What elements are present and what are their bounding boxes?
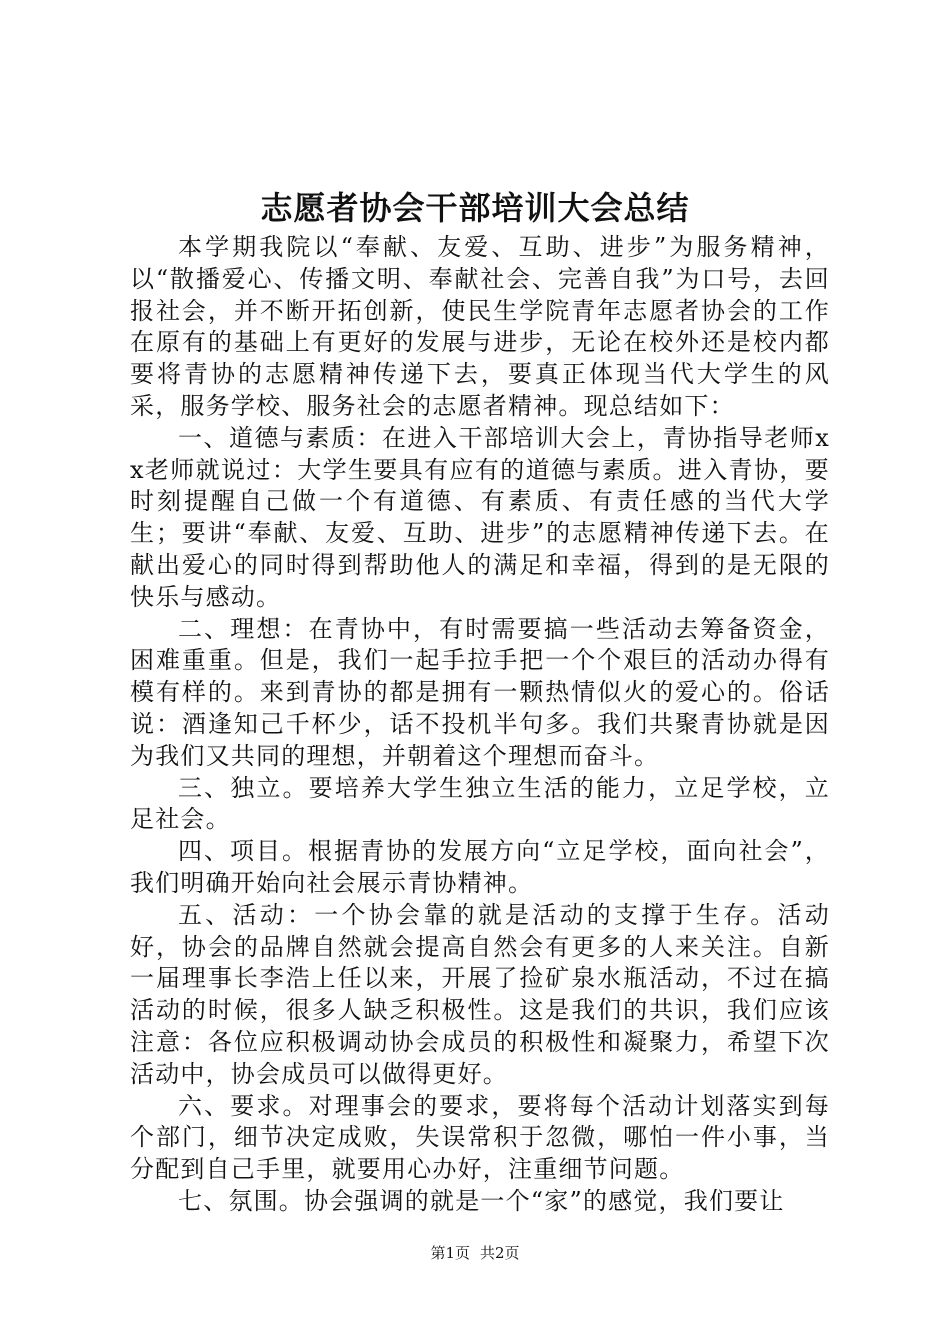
- paragraph-independence: 三、独立。要培养大学生独立生活的能力，立足学校，立足社会。: [130, 773, 830, 834]
- paragraph-intro: 本学期我院以“奉献、友爱、互助、进步”为服务精神，以“散播爱心、传播文明、奉献社会、完善自我”为口号，去回报社会，并不断开拓创新，使民生学院青年志愿者协会的工作在原有的基础上有更好的发展与进步，无论在校外还是校内都要将青协的志愿精神传递下去，要真正体现当代大学生的风采，服务学校、服务社会的志愿者精神。现总结如下：: [130, 233, 830, 420]
- page-total: 共2页: [480, 1244, 520, 1262]
- page-number: 第1页: [430, 1244, 470, 1262]
- page-footer: [0, 1243, 950, 1263]
- paragraph-morality: 一、道德与素质：在进入干部培训大会上，青协指导老师xx老师就说过：大学生要具有应有的道德与素质。进入青协，要时刻提醒自己做一个有道德、有素质、有责任感的当代大学生；要讲“奉献、友爱、互助、进步”的志愿精神传递下去。在献出爱心的同时得到帮助他人的满足和幸福，得到的是无限的快乐与感动。: [130, 423, 830, 611]
- paragraph-ideals: 二、理想：在青协中，有时需要搞一些活动去筹备资金，困难重重。但是，我们一起手拉手把一个个艰巨的活动办得有模有样的。来到青协的都是拥有一颗热情似火的爱心的。俗话说：酒逢知己千杯少，话不投机半句多。我们共聚青协就是因为我们又共同的理想，并朝着这个理想而奋斗。: [130, 614, 830, 770]
- paragraph-atmosphere: 七、氛围。协会强调的就是一个“家”的感觉，我们要让: [178, 1186, 785, 1215]
- paragraph-activities: 五、活动：一个协会靠的就是活动的支撑于生存。活动好，协会的品牌自然就会提高自然会有更多的人来关注。自新一届理事长李浩上任以来，开展了捡矿泉水瓶活动，不过在搞活动的时候，很多人缺乏积极性。这是我们的共识，我们应该注意：各位应积极调动协会成员的积极性和凝聚力，希望下次活动中，协会成员可以做得更好。: [130, 900, 830, 1088]
- paragraph-requirements: 六、要求。对理事会的要求，要将每个活动计划落实到每个部门，细节决定成败，失误常积于忽微，哪怕一件小事，当分配到自己手里，就要用心办好，注重细节问题。: [130, 1091, 830, 1184]
- document-body: [130, 232, 830, 1218]
- document-title: 志愿者协会干部培训大会总结: [260, 189, 690, 227]
- paragraph-projects: 四、项目。根据青协的发展方向“立足学校，面向社会”，我们明确开始向社会展示青协精神。: [130, 837, 830, 897]
